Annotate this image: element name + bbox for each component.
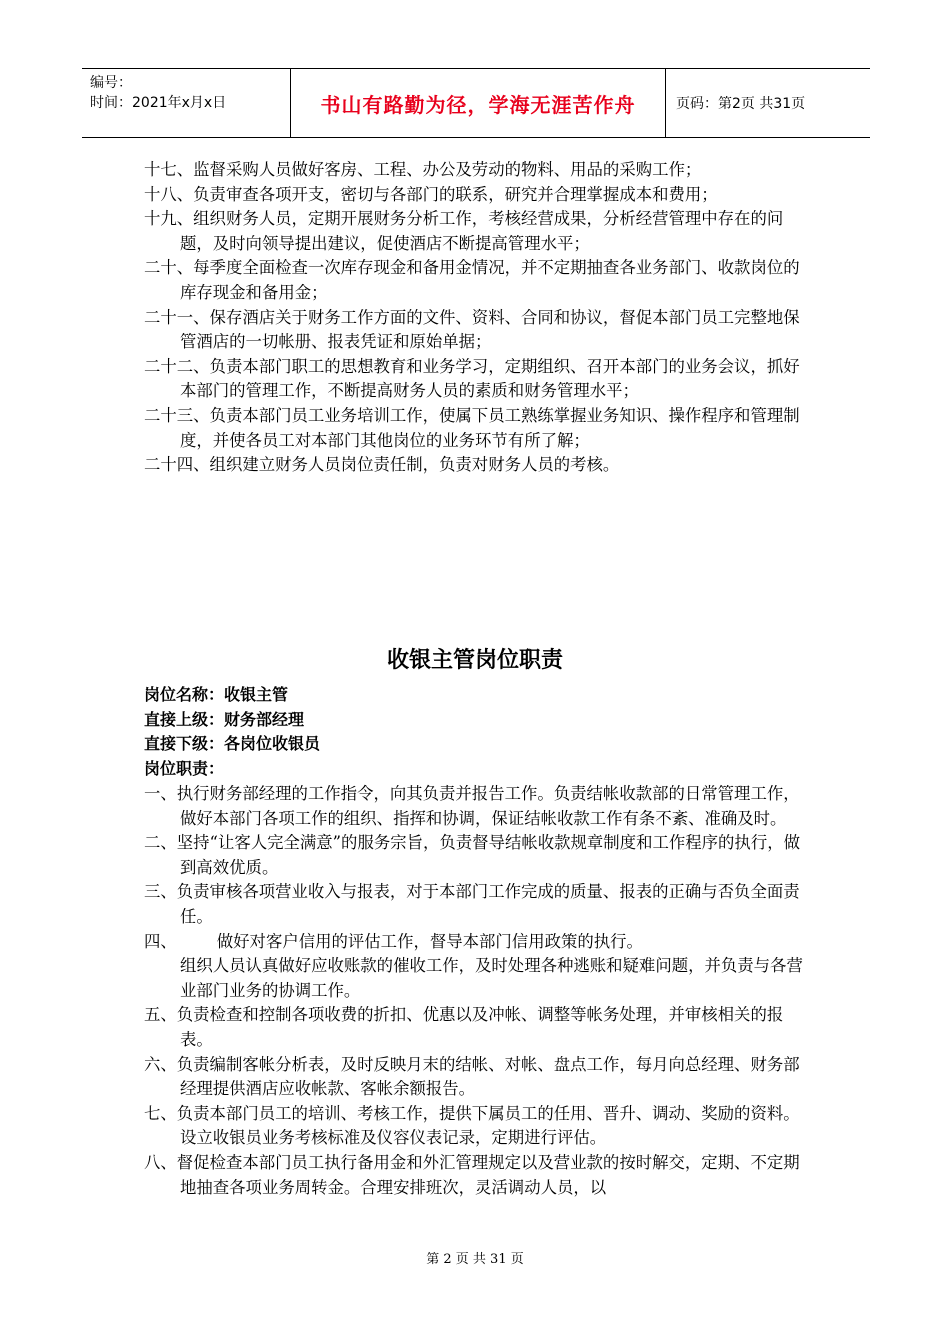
header-motto: 书山有路勤为径，学海无涯苦作舟 [291, 69, 666, 137]
header-page-label: 页码：第2页 共31页 [676, 96, 806, 112]
item-number: 四、 [144, 931, 177, 951]
section-2-list [144, 782, 814, 1200]
section-1-list [144, 158, 814, 478]
number-label: 编号： [90, 75, 132, 91]
post-meta [144, 683, 320, 781]
page-footer: 第 2 页 共 31 页 [426, 1252, 524, 1267]
list-item: 十七、监督采购人员做好客房、工程、办公及劳动的物料、用品的采购工作； [144, 160, 702, 179]
list-item: 二十四、组织建立财务人员岗位责任制，负责对财务人员的考核。 [144, 455, 620, 475]
list-item: 二十、每季度全面检查一次库存现金和备用金情况，并不定期抽查各业务部门、收款岗位的库存现金和备用金； [144, 258, 800, 302]
list-item: 二十一、保存酒店关于财务工作方面的文件、资料、合同和协议，督促本部门员工完整地保管酒店的一切帐册、报表凭证和原始单据； [144, 307, 800, 352]
post-name: 岗位名称：收银主管 [144, 685, 289, 704]
list-item-continuation: 组织人员认真做好应收账款的催收工作，及时处理各种逃账和疑难问题，并负责与各营业部门业务的协调工作。 [180, 956, 803, 1000]
item-text: 做好对客户信用的评估工作，督导本部门信用政策的执行。 [216, 931, 643, 951]
list-item: 三、负责审核各项营业收入与报表，对于本部门工作完成的质量、报表的正确与否负全面责任。 [144, 882, 800, 926]
page-title: 收银主管岗位职责 [386, 648, 563, 673]
list-item: 五、负责检查和控制各项收费的折扣、优惠以及冲帐、调整等帐务处理，并审核相关的报表。 [144, 1005, 784, 1049]
list-item: 十九、组织财务人员，定期开展财务分析工作，考核经营成果，分析经营管理中存在的问题，及时向领导提出建议，促使酒店不断提高管理水平； [144, 209, 784, 253]
list-item: 七、负责本部门员工的培训、考核工作，提供下属员工的任用、晋升、调动、奖励的资料。设立收银员业务考核标准及仪容仪表记录，定期进行评估。 [144, 1103, 800, 1148]
page-header [82, 68, 870, 138]
direct-subordinate: 直接下级：各岗位收银员 [144, 734, 321, 754]
time-label: 时间：2021年x月x日 [90, 95, 227, 111]
list-item: 二十二、负责本部门职工的思想教育和业务学习，定期组织、召开本部门的业务会议，抓好本部门的管理工作，不断提高财务人员的素质和财务管理水平； [144, 356, 800, 401]
list-item: 二十三、负责本部门员工业务培训工作，使属下员工熟练掌握业务知识、操作程序和管理制度，并使各员工对本部门其他岗位的业务环节有所了解； [144, 405, 800, 450]
list-item: 八、督促检查本部门员工执行备用金和外汇管理规定以及营业款的按时解交，定期、不定期地抽查各项业务周转金。合理安排班次，灵活调动人员，以 [144, 1152, 800, 1197]
list-item: 十八、负责审查各项开支，密切与各部门的联系，研究并合理掌握成本和费用； [144, 184, 718, 204]
list-item: 二、坚持“让客人完全满意”的服务宗旨，负责督导结帐收款规章制度和工作程序的执行，做到高效优质。 [144, 833, 800, 877]
list-item [144, 930, 814, 955]
list-item: 一、执行财务部经理的工作指令，向其负责并报告工作。负责结帐收款部的日常管理工作，做好本部门各项工作的组织、指挥和协调，保证结帐收款工作有条不紊、准确及时。 [144, 784, 800, 828]
direct-superior: 直接上级：财务部经理 [144, 709, 305, 729]
header-info [82, 69, 291, 137]
duties-label: 岗位职责： [144, 758, 225, 778]
list-item: 六、负责编制客帐分析表，及时反映月末的结帐、对帐、盘点工作，每月向总经理、财务部经理提供酒店应收帐款、客帐余额报告。 [144, 1054, 800, 1099]
